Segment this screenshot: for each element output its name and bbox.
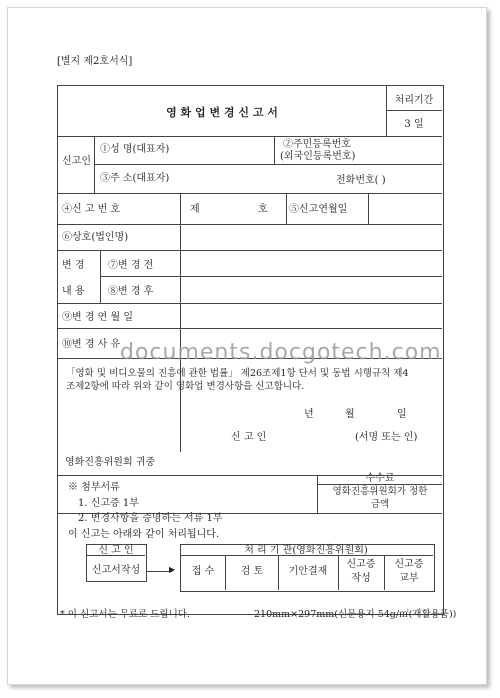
- declaration-line-1: 「영화 및 비디오물의 진흥에 관한 법률」 제26조제1항 단서 및 동법 시행규칙 제4: [66, 368, 409, 379]
- watermark: documents.docgotech.com: [120, 340, 442, 365]
- flow-step-5-line-1: 신고증: [346, 559, 376, 570]
- flow-step-2: 접 수: [191, 566, 215, 577]
- flow-step-3: 검 토: [240, 566, 264, 577]
- attachment-item-1: 1. 신고증 1부: [78, 498, 139, 509]
- flow-step-5-line-2: 작성: [351, 573, 371, 584]
- change-section-label-bottom: 내 용: [62, 286, 85, 297]
- change-section-label-top: 변 경: [62, 260, 85, 271]
- phone-label: 전화번호( ): [336, 175, 386, 186]
- processing-value: 3 일: [404, 119, 424, 130]
- change-reason-label: ⑩변 경 사 유: [62, 339, 121, 350]
- trade-name-label: ⑥상호(법인명): [62, 232, 129, 243]
- report-number-ho: 호: [258, 204, 268, 215]
- report-number-label: ④신 고 번 호: [62, 204, 121, 215]
- flow-reporter-header: 신 고 인: [98, 545, 134, 556]
- fee-value-line-2: 금액: [370, 499, 390, 510]
- addressee: 영화진흥위원회 귀중: [65, 457, 156, 468]
- flow-step-4: 기안결재: [288, 566, 328, 577]
- change-date-label: ⑨변 경 연 월 일: [62, 312, 134, 323]
- flow-step-1: 신고서작성: [91, 565, 141, 576]
- fee-value-line-1: 영화진흥위원회가 정한: [332, 486, 428, 497]
- process-note: 이 신고는 아래와 같이 처리됩니다.: [68, 529, 220, 540]
- paper-spec: 210mm×297mm(신문용지 54g/㎡(재활용품)): [254, 609, 457, 620]
- form-label: [별지 제2호서식]: [57, 56, 133, 67]
- reporter-section-label: 신고인: [62, 156, 91, 167]
- rrn-label-sub: (외국인등록번호): [280, 151, 356, 162]
- signer-sign: (서명 또는 인): [355, 432, 418, 443]
- address-label: ③주 소(대표자): [100, 173, 170, 184]
- date-month: 월: [345, 409, 355, 420]
- date-year: 년: [304, 409, 314, 420]
- flow-step-6-line-2: 교부: [399, 573, 419, 584]
- after-label: ⑧변 경 후: [108, 286, 154, 297]
- flow-step-6-line-1: 신고증: [394, 559, 424, 570]
- date-day: 일: [397, 409, 407, 420]
- before-label: ⑦변 경 전: [108, 260, 154, 271]
- fee-label: 수수료: [365, 473, 395, 484]
- footer-note: * 이 신고서는 무료로 드립니다.: [60, 609, 190, 620]
- signer-label: 신 고 인: [231, 432, 267, 443]
- declaration-line-2: 조제2항에 따라 위와 같이 영화업 변경사항을 신고합니다.: [66, 381, 305, 392]
- processing-label: 처리기간: [394, 95, 434, 106]
- flow-processing-header: 처 리 기 관(영화진흥위원회): [244, 545, 368, 556]
- form-title: 영 화 업 변 경 신 고 서: [166, 106, 278, 119]
- attachments-title: ※ 첨부서류: [68, 482, 120, 493]
- attachment-item-2: 2. 변경사항을 증명하는 서류 1부: [78, 513, 223, 524]
- name-label: ①성 명(대표자): [100, 144, 170, 155]
- flow-arrow-icon: ▶: [169, 565, 176, 574]
- report-date-label: ⑤신고연월일: [289, 204, 348, 215]
- rrn-label: ②주민등록번호: [283, 139, 351, 150]
- report-number-je: 제: [190, 204, 200, 215]
